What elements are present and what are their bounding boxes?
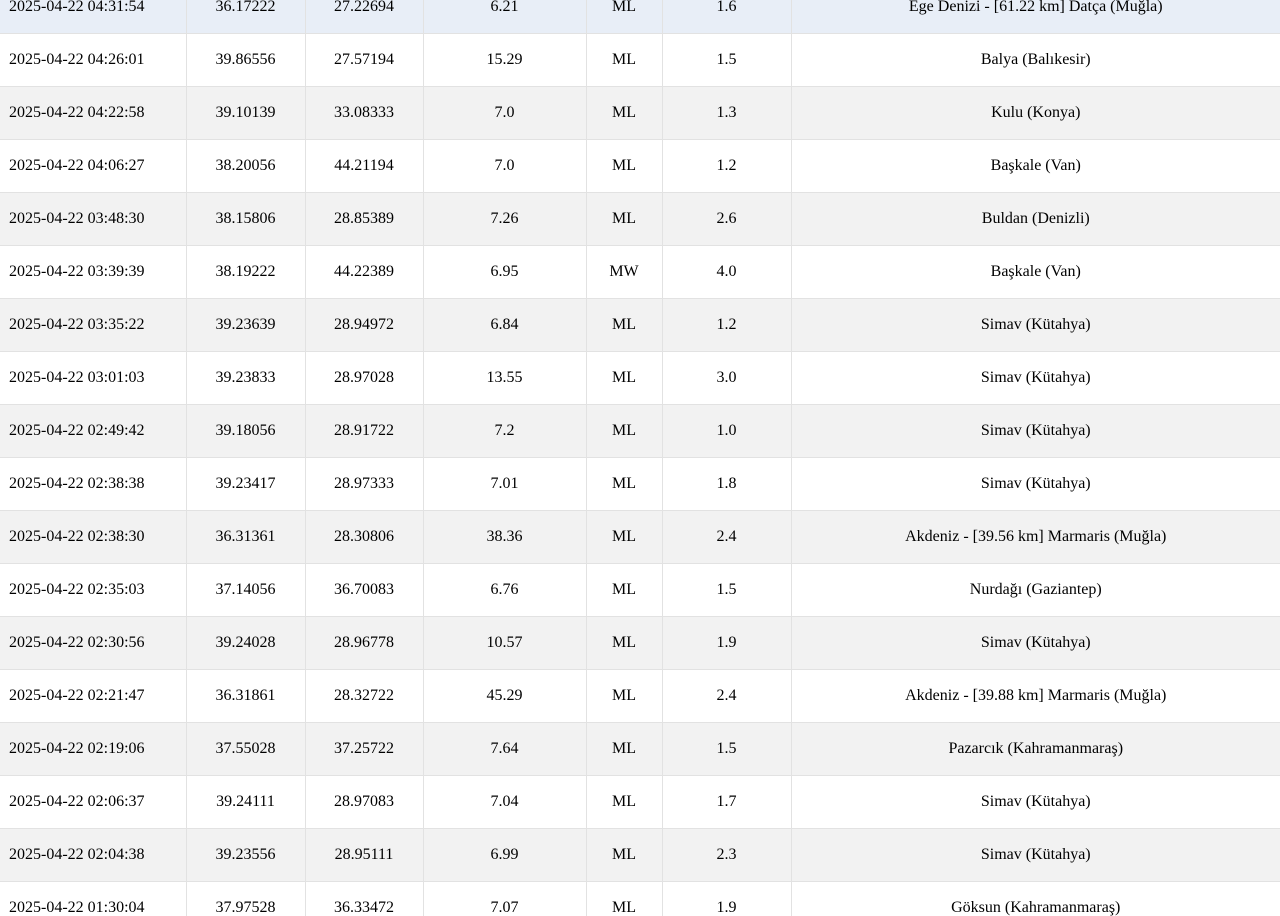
date-cell: 2025-04-22 02:19:06 (0, 723, 186, 776)
table-row[interactable] (0, 34, 1280, 87)
magnitude-cell: 1.9 (662, 882, 791, 916)
table-row[interactable] (0, 882, 1280, 916)
latitude-cell: 39.23417 (186, 458, 305, 511)
latitude-cell: 39.24111 (186, 776, 305, 829)
magnitude-cell: 1.3 (662, 87, 791, 140)
table-row[interactable] (0, 405, 1280, 458)
depth-cell: 6.95 (423, 246, 586, 299)
magnitude-type-cell: ML (586, 776, 662, 829)
depth-cell: 38.36 (423, 511, 586, 564)
table-row[interactable] (0, 299, 1280, 352)
magnitude-type-cell: ML (586, 511, 662, 564)
location-cell: Nurdağı (Gaziantep) (791, 564, 1280, 617)
longitude-cell: 37.25722 (305, 723, 423, 776)
magnitude-cell: 1.2 (662, 140, 791, 193)
latitude-cell: 38.15806 (186, 193, 305, 246)
location-cell: Başkale (Van) (791, 246, 1280, 299)
magnitude-type-cell: ML (586, 140, 662, 193)
location-cell: Simav (Kütahya) (791, 352, 1280, 405)
longitude-cell: 28.94972 (305, 299, 423, 352)
magnitude-cell: 2.6 (662, 193, 791, 246)
depth-cell: 7.07 (423, 882, 586, 916)
longitude-cell: 28.30806 (305, 511, 423, 564)
magnitude-type-cell: ML (586, 299, 662, 352)
location-cell: Ege Denizi - [61.22 km] Datça (Muğla) (791, 0, 1280, 34)
magnitude-cell: 2.4 (662, 670, 791, 723)
magnitude-type-cell: ML (586, 564, 662, 617)
longitude-cell: 28.97028 (305, 352, 423, 405)
depth-cell: 7.26 (423, 193, 586, 246)
latitude-cell: 39.86556 (186, 34, 305, 87)
latitude-cell: 39.10139 (186, 87, 305, 140)
location-cell: Simav (Kütahya) (791, 458, 1280, 511)
magnitude-cell: 1.5 (662, 564, 791, 617)
date-cell: 2025-04-22 04:26:01 (0, 34, 186, 87)
table-row[interactable] (0, 246, 1280, 299)
magnitude-type-cell: ML (586, 193, 662, 246)
magnitude-type-cell: ML (586, 458, 662, 511)
latitude-cell: 36.17222 (186, 0, 305, 34)
location-cell: Göksun (Kahramanmaraş) (791, 882, 1280, 916)
magnitude-type-cell: MW (586, 246, 662, 299)
date-cell: 2025-04-22 03:39:39 (0, 246, 186, 299)
table-row[interactable] (0, 193, 1280, 246)
depth-cell: 6.99 (423, 829, 586, 882)
location-cell: Simav (Kütahya) (791, 617, 1280, 670)
date-cell: 2025-04-22 02:21:47 (0, 670, 186, 723)
latitude-cell: 37.55028 (186, 723, 305, 776)
table-row[interactable] (0, 723, 1280, 776)
location-cell: Simav (Kütahya) (791, 829, 1280, 882)
depth-cell: 7.0 (423, 140, 586, 193)
depth-cell: 6.76 (423, 564, 586, 617)
location-cell: Akdeniz - [39.88 km] Marmaris (Muğla) (791, 670, 1280, 723)
longitude-cell: 28.91722 (305, 405, 423, 458)
magnitude-type-cell: ML (586, 87, 662, 140)
depth-cell: 13.55 (423, 352, 586, 405)
table-row[interactable] (0, 0, 1280, 34)
longitude-cell: 28.32722 (305, 670, 423, 723)
table-row[interactable] (0, 829, 1280, 882)
date-cell: 2025-04-22 04:31:54 (0, 0, 186, 34)
location-cell: Kulu (Konya) (791, 87, 1280, 140)
latitude-cell: 39.24028 (186, 617, 305, 670)
longitude-cell: 36.70083 (305, 564, 423, 617)
date-cell: 2025-04-22 02:38:30 (0, 511, 186, 564)
magnitude-type-cell: ML (586, 723, 662, 776)
magnitude-type-cell: ML (586, 670, 662, 723)
magnitude-cell: 1.0 (662, 405, 791, 458)
depth-cell: 7.64 (423, 723, 586, 776)
table-row[interactable] (0, 617, 1280, 670)
latitude-cell: 36.31861 (186, 670, 305, 723)
longitude-cell: 27.57194 (305, 34, 423, 87)
location-cell: Buldan (Denizli) (791, 193, 1280, 246)
latitude-cell: 39.23639 (186, 299, 305, 352)
longitude-cell: 28.95111 (305, 829, 423, 882)
table-row[interactable] (0, 670, 1280, 723)
date-cell: 2025-04-22 04:22:58 (0, 87, 186, 140)
depth-cell: 10.57 (423, 617, 586, 670)
table-row[interactable] (0, 140, 1280, 193)
longitude-cell: 36.33472 (305, 882, 423, 916)
longitude-cell: 27.22694 (305, 0, 423, 34)
magnitude-type-cell: ML (586, 352, 662, 405)
location-cell: Pazarcık (Kahramanmaraş) (791, 723, 1280, 776)
date-cell: 2025-04-22 03:01:03 (0, 352, 186, 405)
magnitude-cell: 1.7 (662, 776, 791, 829)
date-cell: 2025-04-22 01:30:04 (0, 882, 186, 916)
table-row[interactable] (0, 87, 1280, 140)
depth-cell: 6.84 (423, 299, 586, 352)
date-cell: 2025-04-22 03:35:22 (0, 299, 186, 352)
date-cell: 2025-04-22 03:48:30 (0, 193, 186, 246)
table-row[interactable] (0, 511, 1280, 564)
date-cell: 2025-04-22 02:04:38 (0, 829, 186, 882)
magnitude-cell: 1.2 (662, 299, 791, 352)
longitude-cell: 28.97083 (305, 776, 423, 829)
longitude-cell: 44.22389 (305, 246, 423, 299)
date-cell: 2025-04-22 02:35:03 (0, 564, 186, 617)
longitude-cell: 28.97333 (305, 458, 423, 511)
depth-cell: 7.04 (423, 776, 586, 829)
longitude-cell: 28.85389 (305, 193, 423, 246)
location-cell: Balya (Balıkesir) (791, 34, 1280, 87)
table-row[interactable] (0, 458, 1280, 511)
depth-cell: 7.01 (423, 458, 586, 511)
latitude-cell: 39.23556 (186, 829, 305, 882)
date-cell: 2025-04-22 02:49:42 (0, 405, 186, 458)
longitude-cell: 33.08333 (305, 87, 423, 140)
latitude-cell: 37.14056 (186, 564, 305, 617)
magnitude-cell: 1.9 (662, 617, 791, 670)
magnitude-type-cell: ML (586, 882, 662, 916)
depth-cell: 7.2 (423, 405, 586, 458)
date-cell: 2025-04-22 02:30:56 (0, 617, 186, 670)
magnitude-cell: 3.0 (662, 352, 791, 405)
magnitude-cell: 2.4 (662, 511, 791, 564)
table-row[interactable] (0, 564, 1280, 617)
magnitude-cell: 2.3 (662, 829, 791, 882)
location-cell: Akdeniz - [39.56 km] Marmaris (Muğla) (791, 511, 1280, 564)
magnitude-cell: 1.5 (662, 723, 791, 776)
table-row[interactable] (0, 352, 1280, 405)
magnitude-type-cell: ML (586, 829, 662, 882)
magnitude-type-cell: ML (586, 405, 662, 458)
latitude-cell: 37.97528 (186, 882, 305, 916)
latitude-cell: 38.19222 (186, 246, 305, 299)
location-cell: Başkale (Van) (791, 140, 1280, 193)
latitude-cell: 38.20056 (186, 140, 305, 193)
magnitude-type-cell: ML (586, 617, 662, 670)
latitude-cell: 39.23833 (186, 352, 305, 405)
magnitude-type-cell: ML (586, 34, 662, 87)
depth-cell: 15.29 (423, 34, 586, 87)
location-cell: Simav (Kütahya) (791, 299, 1280, 352)
magnitude-cell: 1.6 (662, 0, 791, 34)
location-cell: Simav (Kütahya) (791, 405, 1280, 458)
magnitude-cell: 1.8 (662, 458, 791, 511)
magnitude-cell: 4.0 (662, 246, 791, 299)
latitude-cell: 39.18056 (186, 405, 305, 458)
date-cell: 2025-04-22 02:38:38 (0, 458, 186, 511)
longitude-cell: 44.21194 (305, 140, 423, 193)
depth-cell: 6.21 (423, 0, 586, 34)
location-cell: Simav (Kütahya) (791, 776, 1280, 829)
table-row[interactable] (0, 776, 1280, 829)
latitude-cell: 36.31361 (186, 511, 305, 564)
date-cell: 2025-04-22 02:06:37 (0, 776, 186, 829)
depth-cell: 7.0 (423, 87, 586, 140)
magnitude-type-cell: ML (586, 0, 662, 34)
depth-cell: 45.29 (423, 670, 586, 723)
date-cell: 2025-04-22 04:06:27 (0, 140, 186, 193)
longitude-cell: 28.96778 (305, 617, 423, 670)
magnitude-cell: 1.5 (662, 34, 791, 87)
